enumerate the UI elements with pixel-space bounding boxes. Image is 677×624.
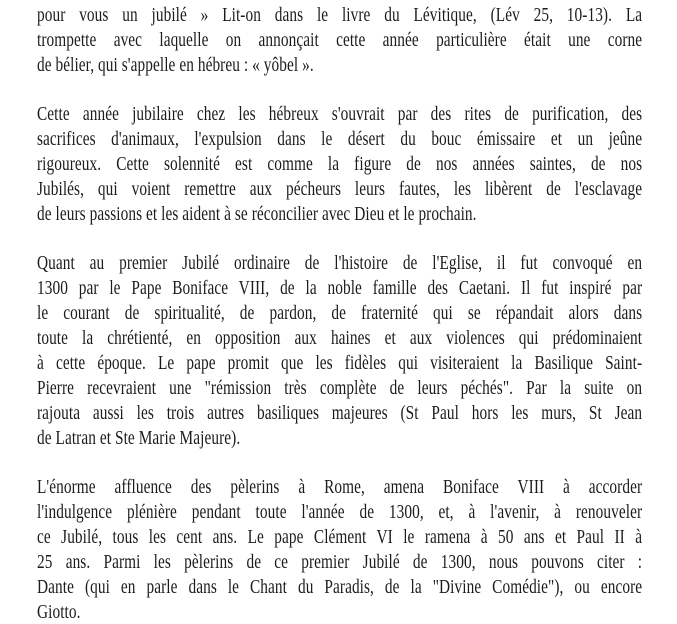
text-line: Dante (qui en parle dans le Chant du Paradis, de la "Divine Comédie"), ou encore <box>37 576 643 598</box>
paragraph-3 <box>37 251 642 451</box>
text-block <box>37 3 642 624</box>
text-line: Pierre recevraient une "rémission très complète de leurs péchés". Par la suite on <box>37 377 643 399</box>
paragraph-4 <box>37 475 642 624</box>
text-line: toute la chrétienté, en opposition aux haines et aux violences qui prédominaient <box>37 327 643 349</box>
text-line: Giotto. <box>37 601 81 623</box>
text-line: l'indulgence plénière pendant toute l'année de 1300, et, à l'avenir, à renouveler <box>37 501 643 523</box>
text-line: L'énorme affluence des pèlerins à Rome, amena Boniface VIII à accorder <box>37 476 643 498</box>
text-line: de leurs passions et les aident à se réconcilier avec Dieu et le prochain. <box>37 203 477 225</box>
text-line: Cette année jubilaire chez les hébreux s'ouvrait par des rites de purification, des <box>37 103 643 125</box>
text-line: de Latran et Ste Marie Majeure). <box>37 427 241 449</box>
text-line: Quant au premier Jubilé ordinaire de l'histoire de l'Eglise, il fut convoqué en <box>37 252 643 274</box>
text-line: le courant de spiritualité, de pardon, de fraternité qui se répandait alors dans <box>37 302 643 324</box>
text-line: rajouta aussi les trois autres basiliques majeures (St Paul hors les murs, St Jean <box>37 402 643 424</box>
text-line: trompette avec laquelle on annonçait cette année particulière était une corne <box>37 29 643 51</box>
text-line: à cette époque. Le pape promit que les fidèles qui visiteraient la Basilique Saint- <box>37 352 643 374</box>
paragraph-2 <box>37 102 642 227</box>
text-line: pour vous un jubilé » Lit-on dans le livre du Lévitique, (Lév 25, 10-13). La <box>37 4 643 26</box>
text-line: 1300 par le Pape Boniface VIII, de la noble famille des Caetani. Il fut inspiré par <box>37 277 643 299</box>
paragraph-1 <box>37 3 642 78</box>
text-line: rigoureux. Cette solennité est comme la figure de nos années saintes, de nos <box>37 153 643 175</box>
text-line: de bélier, qui s'appelle en hébreu : « yôbel ». <box>37 54 314 76</box>
text-line: Jubilés, qui voient remettre aux pécheurs leurs fautes, les libèrent de l'esclavage <box>37 178 643 200</box>
text-line: ce Jubilé, tous les cent ans. Le pape Clément VI le ramena à 50 ans et Paul II à <box>37 526 643 548</box>
text-line: sacrifices d'animaux, l'expulsion dans le désert du bouc émissaire et un jeûne <box>37 128 643 150</box>
text-line: 25 ans. Parmi les pèlerins de ce premier Jubilé de 1300, nous pouvons citer : <box>37 551 643 573</box>
